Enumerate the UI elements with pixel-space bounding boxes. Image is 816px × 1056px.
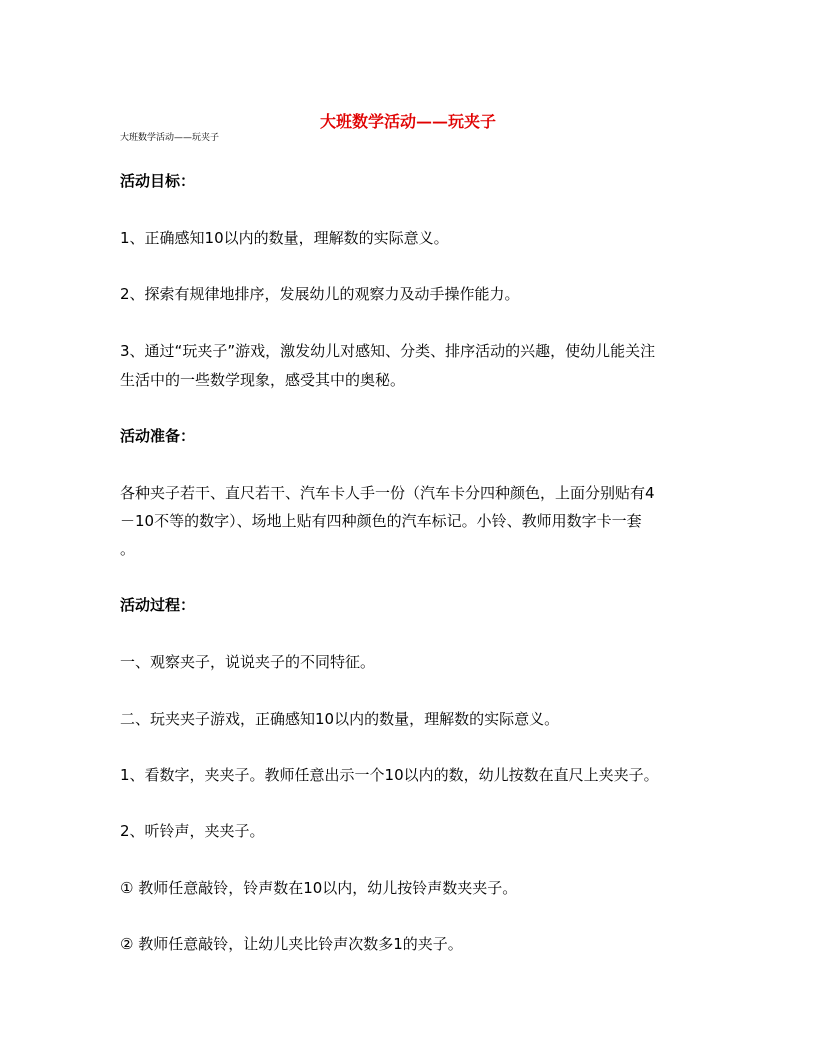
step-b2: 2、听铃声，夹夹子。 <box>120 822 265 840</box>
step-a: 一、观察夹子，说说夹子的不同特征。 <box>120 653 376 671</box>
prep-line-1: 各种夹子若干、直尺若干、汽车卡人手一份（汽车卡分四种颜色，上面分别贴有4 <box>120 484 655 502</box>
prep-line-3: 。 <box>120 540 136 558</box>
step-b2-ii: ② 教师任意敲铃，让幼儿夹比铃声次数多1的夹子。 <box>120 935 463 953</box>
goal-1: 1、正确感知10以内的数量，理解数的实际意义。 <box>120 229 449 247</box>
goal-3-line-1: 3、通过“玩夹子”游戏，激发幼儿对感知、分类、排序活动的兴趣，使幼儿能关注 <box>120 342 656 360</box>
prep-line-2: －10不等的数字）、场地上贴有四种颜色的汽车标记。小铃、教师用数字卡一套 <box>120 512 642 530</box>
step-b: 二、玩夹夹子游戏，正确感知10以内的数量，理解数的实际意义。 <box>120 710 560 728</box>
document-title: 大班数学活动——玩夹子 <box>319 112 496 131</box>
process-heading: 活动过程： <box>120 596 196 614</box>
goal-2: 2、探索有规律地排序，发展幼儿的观察力及动手操作能力。 <box>120 285 520 303</box>
goal-3-line-2: 生活中的一些数学现象，感受其中的奥秘。 <box>120 371 406 389</box>
step-b1: 1、看数字，夹夹子。教师任意出示一个10以内的数，幼儿按数在直尺上夹夹子。 <box>120 766 659 784</box>
goals-heading: 活动目标： <box>120 172 196 190</box>
step-b2-i: ① 教师任意敲铃，铃声数在10以内，幼儿按铃声数夹夹子。 <box>120 879 518 897</box>
document-subtitle: 大班数学活动——玩夹子 <box>120 133 220 143</box>
prep-heading: 活动准备： <box>120 427 196 445</box>
